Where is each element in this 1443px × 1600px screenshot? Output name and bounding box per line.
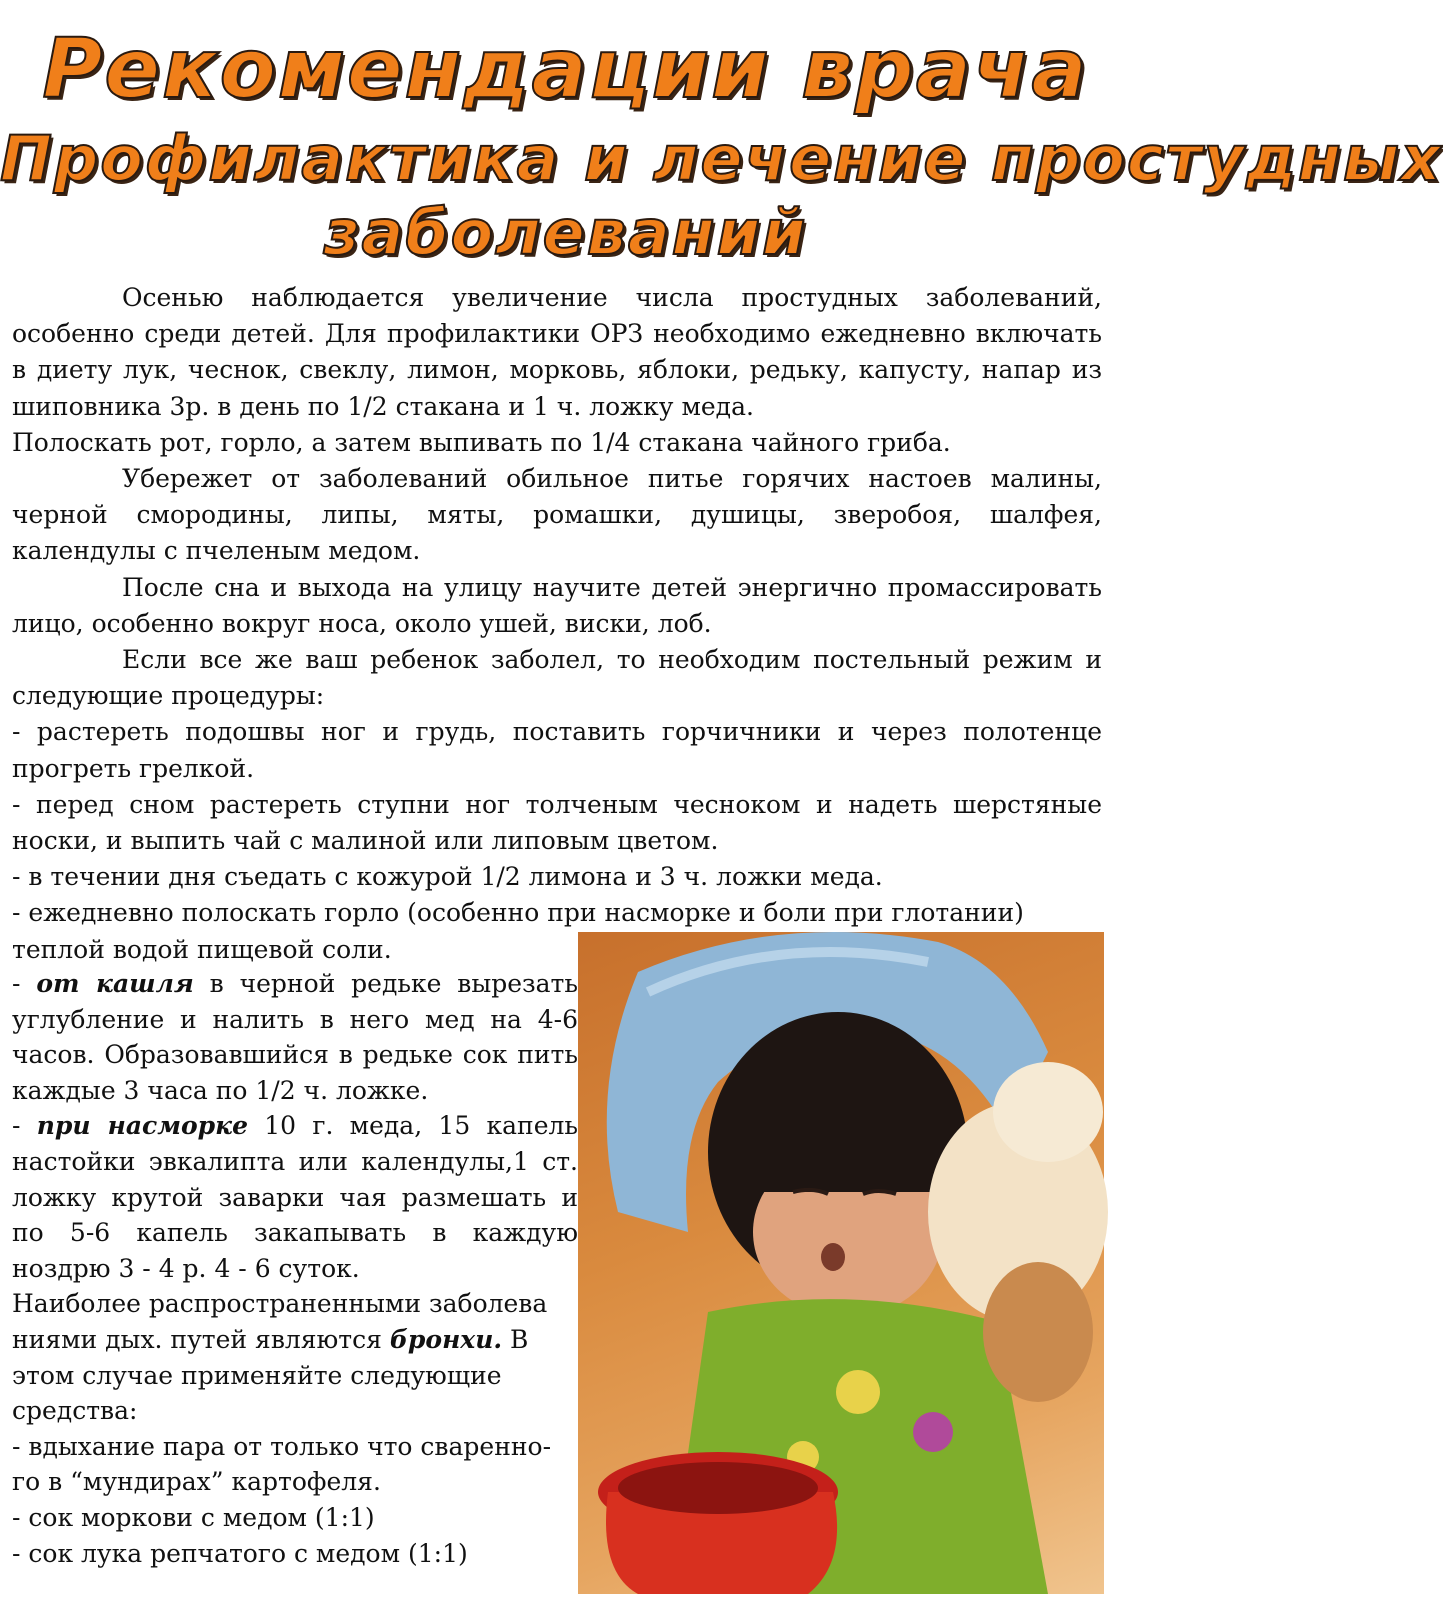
intro-paragraph-1b: Полоскать рот, горло, а затем выпивать по 1/4 стакана чайного гриба. <box>12 427 951 457</box>
procedure-item: - перед сном растереть ступни ног толченым чесноком и надеть шерстяные носки, и выпить чай с малиной или липовым цветом. <box>12 789 1102 856</box>
page-title: Рекомендации врача <box>42 22 1089 117</box>
intro-paragraph-3: После сна и выхода на улицу научите детей энергично промассировать лицо, особенно вокруг носа, около ушей, виски, лоб. <box>12 572 1102 638</box>
cough-text: в черной редьке вырезать углубление и налить в него мед на 4-6 часов. Образовавшийся в редьке сок пить каждые 3 часа по 1/2 ч. ложке. <box>12 969 578 1105</box>
remedies-column <box>12 966 578 1571</box>
intro-paragraph-1: Осенью наблюдается увеличение числа простудных заболеваний, особенно среди детей. Для профилактики ОРЗ необходимо ежедневно включать в диету лук, чеснок, свеклу, лимон, морковь, яблоки, редьку, капусту, напар из шиповника 3р. в день по 1/2 стакана и 1 ч. ложку меда. <box>12 283 1102 421</box>
cough-prefix: - <box>12 969 37 998</box>
intro-paragraph-4: Если все же ваш ребенок заболел, то необходим постельный режим и следующие процедуры: <box>12 645 1102 711</box>
page-subtitle-line-1: Профилактика и лечение простудных <box>0 122 1443 195</box>
bronchi-label: бронхи. <box>389 1324 503 1354</box>
bronchi-paragraph <box>12 1286 578 1428</box>
cough-label: от кашля <box>36 969 194 998</box>
runny-nose-remedy <box>12 1108 578 1286</box>
runny-nose-prefix: - <box>12 1111 37 1141</box>
child-inhalation-photo <box>578 932 1104 1594</box>
teddy-paw <box>983 1262 1093 1402</box>
remedy-item: - сок лука репчатого с медом (1:1) <box>12 1538 468 1568</box>
bronchi-before: Наиболее распространенными заболева ниями дых. путей являются <box>12 1289 548 1354</box>
open-mouth <box>821 1243 845 1271</box>
remedy-item: - сок моркови с медом (1:1) <box>12 1502 375 1532</box>
photo-illustration <box>578 932 1104 1594</box>
teddy-head <box>993 1062 1103 1162</box>
page-subtitle-line-2: заболеваний <box>323 196 808 269</box>
procedure-item: - в течении дня съедать с кожурой 1/2 лимона и 3 ч. ложки меда. <box>12 862 883 892</box>
bronchi-after: В этом случае применяйте следующие средства: <box>12 1324 529 1426</box>
intro-section <box>12 280 1102 968</box>
shirt-flower <box>913 1412 953 1452</box>
intro-paragraph-2: Убережет от заболеваний обильное питье горячих настоев малины, черной смородины, липы, мяты, ромашки, душицы, зверобоя, шалфея, календулы с пчеленым медом. <box>12 464 1102 566</box>
shirt-flower <box>836 1370 880 1414</box>
procedure-item: - ежедневно полоскать горло (особенно при насморке и боли при глотании) <box>12 898 1024 928</box>
runny-nose-label: при насморке <box>36 1111 248 1141</box>
cough-remedy <box>12 966 578 1108</box>
remedy-item: - вдыхание пара от только что сваренно-го в “мундирах” картофеля. <box>12 1431 552 1497</box>
bangs <box>748 1122 938 1192</box>
runny-nose-text: 10 г. меда, 15 капель настойки эвкалипта или календулы,1 ст. ложку крутой заварки чая размешать и по 5-6 капель закапывать в каждую ноздрю 3 - 4 р. 4 - 6 суток. <box>12 1111 578 1283</box>
pot-opening <box>618 1462 818 1514</box>
procedure-item-tail: теплой водой пищевой соли. <box>12 934 392 964</box>
procedure-item: - растереть подошвы ног и грудь, поставить горчичники и через полотенце прогреть грелкой. <box>12 717 1102 783</box>
